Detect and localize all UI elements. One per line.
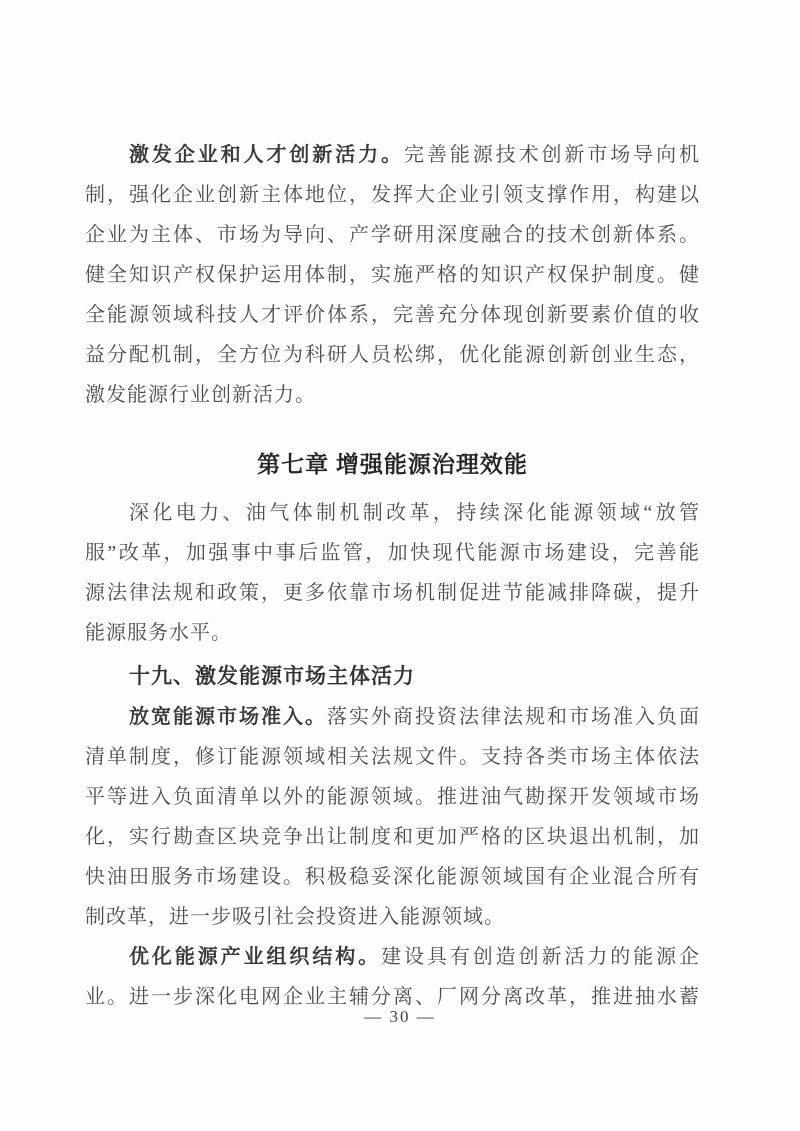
bold-lead-text: 放宽能源市场准入。 — [129, 706, 327, 728]
text-line: 业。进一步深化电网企业主辅分离、厂网分离改革，推进抽水蓄 — [85, 986, 700, 1008]
paragraph-market-access — [85, 697, 700, 937]
paragraph-governance-intro — [85, 493, 700, 653]
text-line — [85, 937, 700, 977]
text-line: 快油田服务市场建设。积极稳妥深化能源领域国有企业混合所有 — [85, 866, 700, 888]
text-line: 清单制度，修订能源领域相关法规文件。支持各类市场主体依法 — [85, 746, 700, 768]
body-text: 建设具有创造创新活力的能源企 — [381, 946, 700, 968]
text-line: 激发能源行业创新活力。 — [85, 384, 316, 406]
text-line — [85, 135, 700, 175]
body-text: 落实外商投资法律法规和市场准入负面 — [327, 706, 700, 728]
section-heading: 十九、激发能源市场主体活力 — [129, 665, 415, 688]
body-text: 完善能源技术创新市场导向机 — [404, 144, 700, 166]
text-line: 健全知识产权保护运用体制，实施严格的知识产权保护制度。健 — [85, 264, 700, 286]
text-line: 制，强化企业创新主体地位，发挥大企业引领支撑作用，构建以 — [85, 184, 700, 206]
chapter-heading: 第七章 增强能源治理效能 — [257, 452, 528, 477]
bold-lead-text: 激发企业和人才创新活力。 — [129, 144, 404, 166]
text-line: 制改革，进一步吸引社会投资进入能源领域。 — [85, 906, 505, 928]
text-line: 益分配机制，全方位为科研人员松绑，优化能源创新创业生态， — [85, 344, 700, 366]
text-line — [85, 697, 700, 737]
page-number: — 30 — — [364, 1007, 436, 1026]
text-line: 服”改革，加强事中事后监管，加快现代能源市场建设，完善能 — [85, 542, 700, 564]
text-line: 全能源领域科技人才评价体系，完善充分体现创新要素价值的收 — [85, 304, 700, 326]
page-content — [85, 135, 700, 1017]
text-line: 化，实行勘查区块竞争出让制度和更加严格的区块退出机制，加 — [85, 826, 700, 848]
bold-lead-text: 优化能源产业组织结构。 — [129, 946, 382, 968]
paragraph-innovation-vitality — [85, 135, 700, 415]
text-line: 企业为主体、市场为导向、产学研用深度融合的技术创新体系。 — [85, 224, 700, 246]
text-line: 源法律法规和政策，更多依靠市场机制促进节能减排降碳，提升 — [85, 582, 700, 604]
text-line: 能源服务水平。 — [85, 622, 232, 644]
text-line: 深化电力、油气体制机制改革，持续深化能源领域“放管 — [129, 502, 700, 524]
text-line: 平等进入负面清单以外的能源领域。推进油气勘探开发领域市场 — [85, 786, 700, 808]
